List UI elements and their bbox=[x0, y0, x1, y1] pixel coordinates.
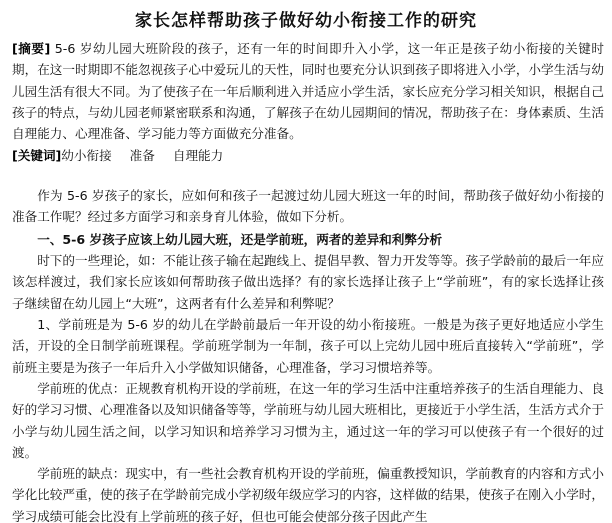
body-paragraph: 学前班的缺点：现实中，有一些社会教育机构开设的学前班，偏重教授知识，学前教育的内容和方式小学化比较严重，使的孩子在学龄前完成小学初级年级应学习的内容，这样做的结果，使孩子在刚入小学时，学习成绩可能会比没有上学前班的孩子好，但也可能会使部分孩子因此产生 bbox=[12, 466, 604, 523]
body-paragraph: 1、学前班是为 5-6 岁的幼儿在学龄前最后一年开设的幼小衔接班。一般是为孩子更好地适应小学生活，开设的全日制学前班课程。学前班学制为一年制，孩子可以上完幼儿园中班后直接转入“学前班”，学前班主要是为孩子一年后升入小学做知识储备，心理准备，学习习惯培养等。 bbox=[12, 317, 604, 375]
abstract-label: [摘要] bbox=[12, 41, 51, 56]
document-title: 家长怎样帮助孩子做好幼小衔接工作的研究 bbox=[135, 11, 477, 31]
keywords-label: [关键词] bbox=[12, 148, 62, 163]
body-paragraph: 学前班的优点：正规教育机构开设的学前班，在这一年的学习生活中注重培养孩子的生活自理能力、良好的学习习惯、心理准备以及知识储备等等，学前班与幼儿园大班相比，更接近于小学生活，生活方式介于小学与幼儿园生活之间，以学习知识和培养学习习惯为主，通过这一年的学习可以使孩子有一个很好的过渡。 bbox=[12, 381, 604, 460]
body-paragraph-intro: 作为 5-6 岁孩子的家长，应如何和孩子一起渡过幼儿园大班这一年的时间，帮助孩子做好幼小衔接的准备工作呢？经过多方面学习和亲身育儿体验，做如下分析。 bbox=[12, 188, 604, 225]
abstract-paragraph bbox=[12, 38, 604, 144]
keyword-item: 幼小衔接 bbox=[61, 148, 112, 163]
section-heading: 一、5-6 岁孩子应该上幼儿园大班，还是学前班，两者的差异和利弊分析 bbox=[37, 232, 443, 247]
body-paragraph: 时下的一些理论，如：不能让孩子输在起跑线上、提倡早教、智力开发等等。孩子学龄前的最后一年应该怎样渡过，我们家长应该如何帮助孩子做出选择？有的家长选择让孩子上“学前班”，有的家长选择让孩子继续留在幼儿园上“大班”，这两者有什么差异和利弊呢？ bbox=[12, 253, 604, 311]
keywords-paragraph bbox=[12, 145, 604, 166]
abstract-text: 5-6 岁幼儿园大班阶段的孩子，还有一年的时间即升入小学，这一年正是孩子幼小衔接的关键时期，在这一时期即不能忽视孩子心中爱玩儿的天性，同时也要充分认识到孩子即将进入小学，小学生活与幼儿园生活有很大不同。为了使孩子在一年后顺利进入并适应小学生活，家长应充分学习相关知识，根据自己孩子的特点，与幼儿园老师紧密联系和沟通，了解孩子在幼儿园期间的情况，帮助孩子在：身体素质、生活自理能力、心理准备、学习能力等方面做充分准备。 bbox=[12, 41, 604, 142]
keyword-item: 准备 bbox=[129, 148, 155, 163]
keyword-item: 自理能力 bbox=[172, 148, 224, 163]
